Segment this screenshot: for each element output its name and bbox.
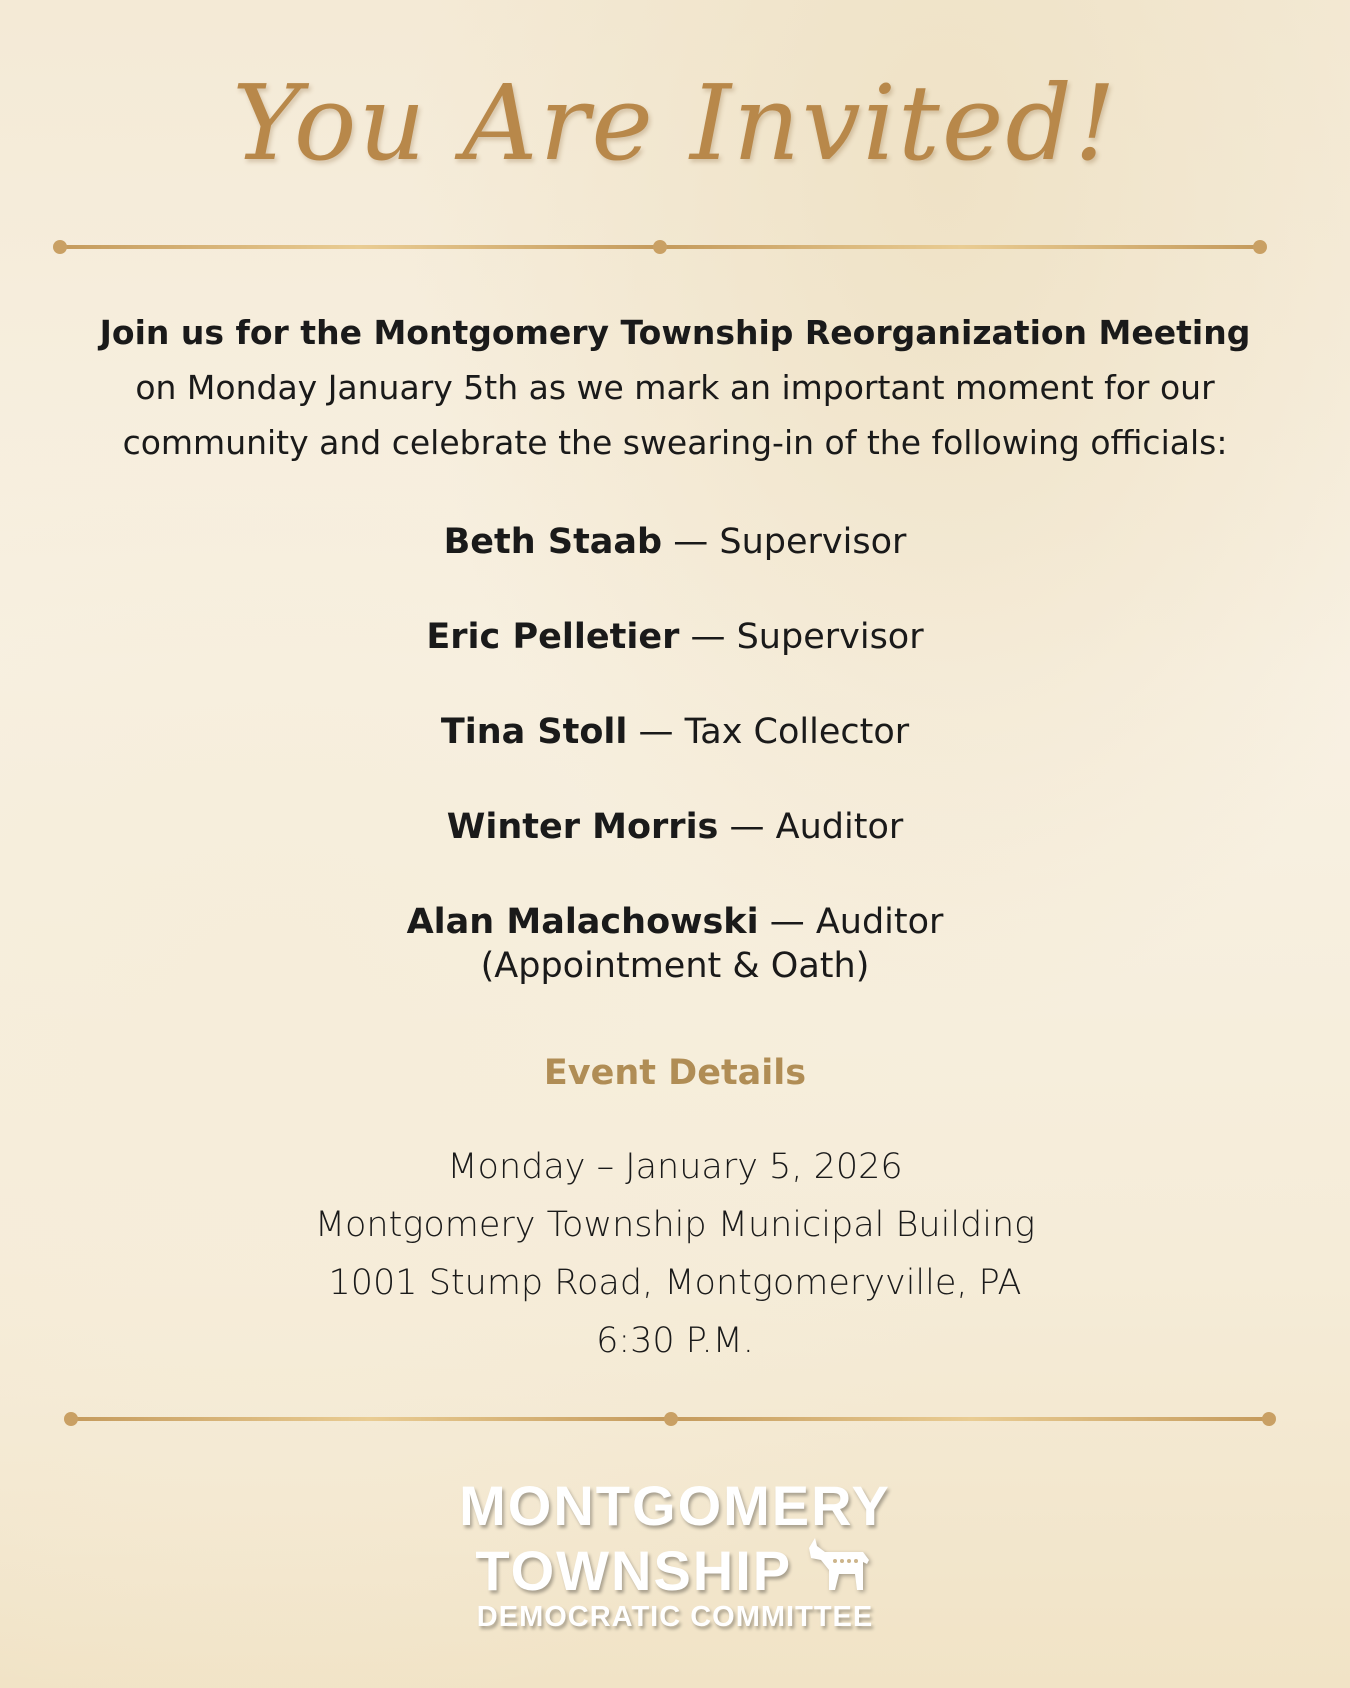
official-name: Eric Pelletier [426, 617, 680, 657]
logo-line: DEMOCRATIC COMMITTEE [476, 1601, 874, 1633]
official-item [0, 520, 1350, 564]
official-role: — Auditor [718, 807, 904, 847]
official-role: — Supervisor [662, 522, 907, 562]
committee-logo [0, 1474, 1350, 1633]
official-item [0, 805, 1350, 849]
official-item [0, 710, 1350, 754]
official-role: — Auditor [758, 902, 944, 942]
official-role: — Supervisor [679, 617, 924, 657]
event-details [0, 1138, 1350, 1370]
official-name: Alan Malachowski [406, 902, 759, 942]
event-address: 1001 Stump Road, Montgomeryville, PA [328, 1263, 1022, 1303]
event-details-heading: Event Details [543, 1053, 807, 1093]
logo-line: TOWNSHIP [475, 1539, 793, 1602]
bottom-divider [68, 1417, 1272, 1421]
official-name: Winter Morris [446, 807, 719, 847]
official-note: (Appointment & Oath) [480, 946, 870, 986]
intro-line: on Monday January 5th as we mark an important moment for our [135, 368, 1215, 407]
invitation-title: You Are Invited! [232, 62, 1118, 184]
official-item [0, 615, 1350, 659]
intro-heading: Join us for the Montgomery Township Reorganization Meeting [99, 313, 1251, 352]
donkey-icon [805, 1534, 875, 1594]
official-item [0, 900, 1350, 988]
logo-line: MONTGOMERY [459, 1474, 891, 1537]
event-time: 6:30 P.M. [596, 1321, 754, 1361]
official-role: — Tax Collector [627, 712, 910, 752]
intro-text [0, 305, 1350, 470]
event-date: Monday – January 5, 2026 [447, 1147, 903, 1187]
official-name: Beth Staab [443, 522, 663, 562]
top-divider [57, 245, 1263, 249]
official-name: Tina Stoll [440, 712, 628, 752]
intro-line: community and celebrate the swearing-in of the following officials: [122, 423, 1228, 462]
event-venue: Montgomery Township Municipal Building [314, 1205, 1036, 1245]
